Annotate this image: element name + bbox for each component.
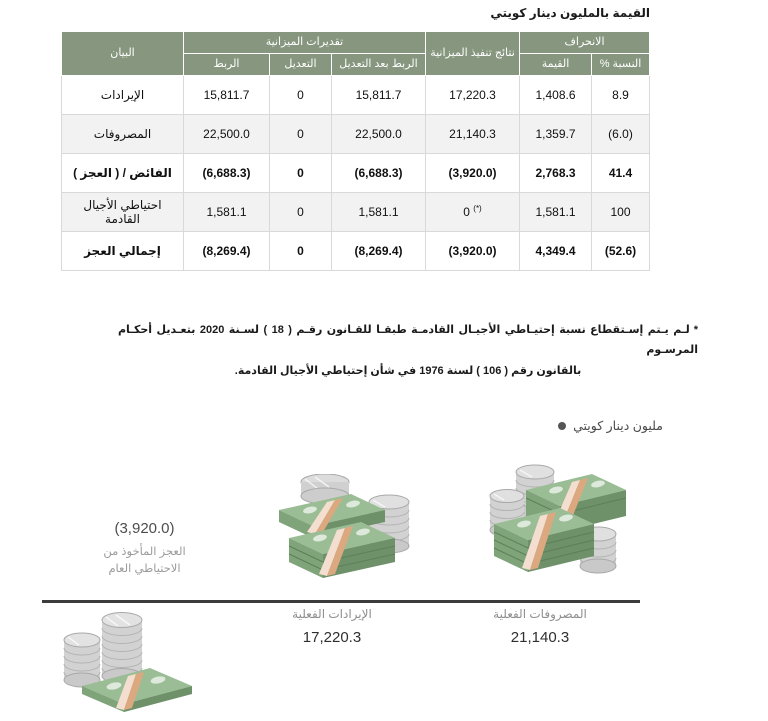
footnote-line-1: لـم يـتم إسـتقطاع نسبة إحتيـاطي الأجيـال القادمـة طبقـا للقـانون رقـم ( 18 ) لسـنة 2020 بتعـديل أحكـام المرسـوم — [118, 324, 698, 357]
legend-dot-icon — [558, 422, 566, 430]
financial-table-container — [62, 31, 650, 271]
cell-statement: الفائض / ( العجز ) — [62, 153, 184, 192]
cell-deviation-percent: 100 — [592, 192, 650, 231]
cell-after-amendment: (6,688.3) — [332, 153, 426, 192]
revenue-money-stack-icon — [265, 474, 425, 599]
header-budget-estimates-group: تقديرات الميزانية — [184, 32, 426, 54]
cell-rabt: 22,500.0 — [184, 114, 270, 153]
table-row — [62, 114, 650, 153]
cell-statement: المصروفات — [62, 114, 184, 153]
cell-after-amendment: 15,811.7 — [332, 75, 426, 114]
budget-execution-table — [61, 31, 650, 271]
chart-legend-label: مليون دينار كويتي — [573, 419, 663, 433]
cell-statement: الإيرادات — [62, 75, 184, 114]
expense-caption: المصروفات الفعلية — [493, 607, 587, 621]
table-row — [62, 192, 650, 231]
cell-execution-result: 21,140.3 — [426, 114, 520, 153]
header-row-top — [62, 32, 650, 54]
deficit-annotation — [62, 520, 227, 579]
footnote — [118, 320, 698, 381]
cell-deviation-percent: (52.6) — [592, 231, 650, 270]
deficit-label-line-1: العجز المأخوذ من — [103, 546, 186, 558]
table-title: القيمة بالمليون دينار كويتي — [490, 6, 650, 20]
cell-amendment: 0 — [270, 192, 332, 231]
cell-rabt: 15,811.7 — [184, 75, 270, 114]
cell-deviation-value: 4,349.4 — [520, 231, 592, 270]
cell-execution-result: (*) 0 — [426, 192, 520, 231]
cell-rabt: (8,269.4) — [184, 231, 270, 270]
deficit-money-icon — [46, 606, 206, 721]
cell-deviation-value: 2,768.3 — [520, 153, 592, 192]
cell-statement: احتياطي الأجيال القادمة — [62, 192, 184, 231]
header-after-amendment: الربط بعد التعديل — [332, 53, 426, 75]
cell-amendment: 0 — [270, 114, 332, 153]
table-body — [62, 75, 650, 270]
cell-execution-result: (3,920.0) — [426, 153, 520, 192]
header-statement: البيان — [62, 32, 184, 76]
table-row — [62, 231, 650, 270]
footnote-marker: * — [693, 324, 698, 336]
cell-execution-result: 17,220.3 — [426, 75, 520, 114]
execution-footnote-marker: (*) — [473, 204, 482, 214]
cell-deviation-percent: 41.4 — [592, 153, 650, 192]
deficit-label — [62, 544, 227, 579]
cell-statement: إجمالي العجز — [62, 231, 184, 270]
cell-after-amendment: 22,500.0 — [332, 114, 426, 153]
cell-deviation-value: 1,359.7 — [520, 114, 592, 153]
header-deviation-group: الانحراف — [520, 32, 650, 54]
chart-baseline — [42, 600, 640, 603]
chart-legend — [558, 418, 663, 433]
footnote-line-2: بالقانون رقم ( 106 ) لسنة 1976 في شأن إحتياطي الأجيال القادمة. — [234, 364, 582, 377]
cell-rabt: 1,581.1 — [184, 192, 270, 231]
cell-deviation-percent: 8.9 — [592, 75, 650, 114]
deficit-value: (3,920.0) — [114, 520, 175, 537]
cell-rabt: (6,688.3) — [184, 153, 270, 192]
cell-execution-result: (3,920.0) — [426, 231, 520, 270]
revenue-caption: الإيرادات الفعلية — [292, 607, 372, 621]
header-deviation-percent: النسبة % — [592, 53, 650, 75]
cell-deviation-value: 1,581.1 — [520, 192, 592, 231]
header-execution-results: نتائج تنفيذ الميزانية — [426, 32, 520, 76]
cell-after-amendment: (8,269.4) — [332, 231, 426, 270]
header-rabt: الربط — [184, 53, 270, 75]
cell-amendment: 0 — [270, 153, 332, 192]
expense-value: 21,140.3 — [510, 628, 570, 646]
cell-amendment: 0 — [270, 231, 332, 270]
expense-money-stack-icon — [480, 462, 650, 601]
table-head — [62, 32, 650, 76]
table-row — [62, 75, 650, 114]
cell-deviation-value: 1,408.6 — [520, 75, 592, 114]
cell-amendment: 0 — [270, 75, 332, 114]
header-deviation-value: القيمة — [520, 53, 592, 75]
header-amendment: التعديل — [270, 53, 332, 75]
revenue-value: 17,220.3 — [302, 628, 362, 646]
revenue-column-label — [232, 606, 432, 646]
deficit-label-line-2: الاحتياطي العام — [108, 563, 181, 576]
expense-column-label — [440, 606, 640, 646]
cell-after-amendment: 1,581.1 — [332, 192, 426, 231]
table-row — [62, 153, 650, 192]
cell-deviation-percent: (6.0) — [592, 114, 650, 153]
